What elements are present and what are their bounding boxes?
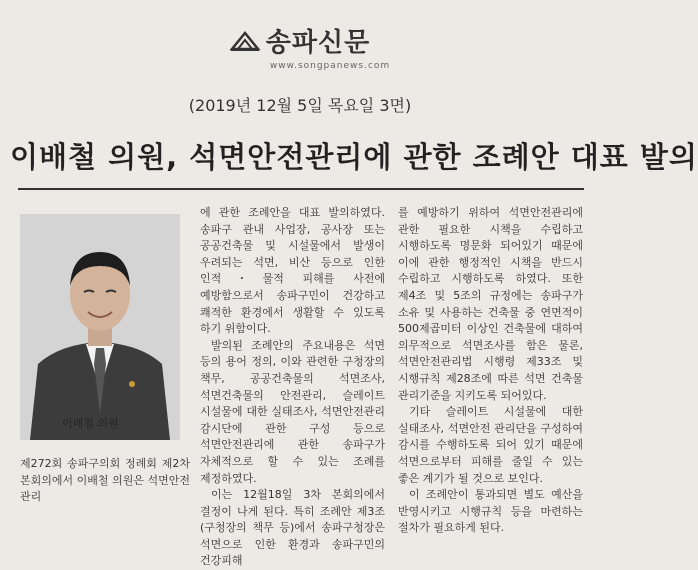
- lead-text: 제272회 송파구의회 정례회 제2차 본회의에서 이배철 의원은 석면안전관리: [20, 457, 190, 504]
- dateline: (2019년 12월 5일 목요일 3면): [188, 96, 412, 115]
- headline: 이배철 의원, 석면안전관리에 관한 조례안 대표 발의: [10, 140, 698, 174]
- paper-url: www.songpanews.com: [269, 61, 391, 71]
- col2-paragraph-1: 를 예방하기 위하여 석면안전관리에 관한 필요한 시책을 수립하고 시행하도록 명문화 되어있기 때문에 이에 관한 행정적인 시책을 반드시 수립하고 시행하도록 하였다. 또한 제4조 및 5조의 규정에는 송파구가 소유 및 사용하는 건축물 중 연면적이 500제곱미터 이상인 건축물에 대하여 의무적으로 석면조사를 함은 물론, 석면안전관리법 시행령 제33조 및 시행규칙 제28조에 따른 석면 건축물 관리기준을 지키도록 되어있다.: [398, 206, 583, 402]
- paper-name: 송파신문: [265, 28, 371, 58]
- newspaper-logo: [230, 22, 370, 59]
- col2-paragraph-2: 기타 슬레이트 시설물에 대한 실태조사, 석면안전 관리단을 구성하여 감시를 수행하도록 되어 있기 때문에 석면으로부터 피해를 줄일 수 있는 좋은 계기가 될 것으로 보인다.: [398, 405, 583, 485]
- article-lead: [20, 456, 190, 506]
- headline-rule: [18, 188, 584, 190]
- logo-mark-icon: [230, 29, 260, 53]
- article-column-1: [200, 205, 385, 570]
- col2-paragraph-3: 이 조례안이 통과되면 별도 예산을 반영시키고 시행규칙 등을 마련하는 절차가 필요하게 된다.: [398, 488, 583, 535]
- masthead: [0, 22, 600, 71]
- col1-paragraph-2: 발의된 조례안의 주요내용은 석면 등의 용어 정의, 이와 관련한 구청장의 책무, 공공건축물의 석면조사, 석면건축물의 안전관리, 슬레이트 시설물에 대한 실태조사, 석면안전관리 감시단에 관한 구성 등으로 석면안전관리에 관한 송파구가 자체적으로 할 수 있는 조례를 제정하였다.: [200, 338, 385, 485]
- col1-paragraph-1: 에 관한 조례안을 대표 발의하였다. 송파구 관내 사업장, 공사장 또는 공공건축물 및 시설물에서 발생이 우려되는 석면, 비산 등으로 인한 인적・물적 피해를 사전에 예방함으로서 송파구민이 건강하고 쾌적한 환경에서 생활할 수 있도록 하기 위함이다.: [200, 206, 385, 336]
- photo-caption: 이배철 의원: [62, 417, 119, 430]
- article-column-2: [398, 205, 583, 537]
- col1-paragraph-3: 이는 12월18일 3차 본회의에서 결정이 나게 된다. 특히 조례안 제3조(구청장의 책무 등)에서 송파구청장은 석면으로 인한 환경과 송파구민의 건강피해: [200, 488, 385, 568]
- portrait-figure: [20, 214, 180, 440]
- portrait-photo: [20, 214, 180, 440]
